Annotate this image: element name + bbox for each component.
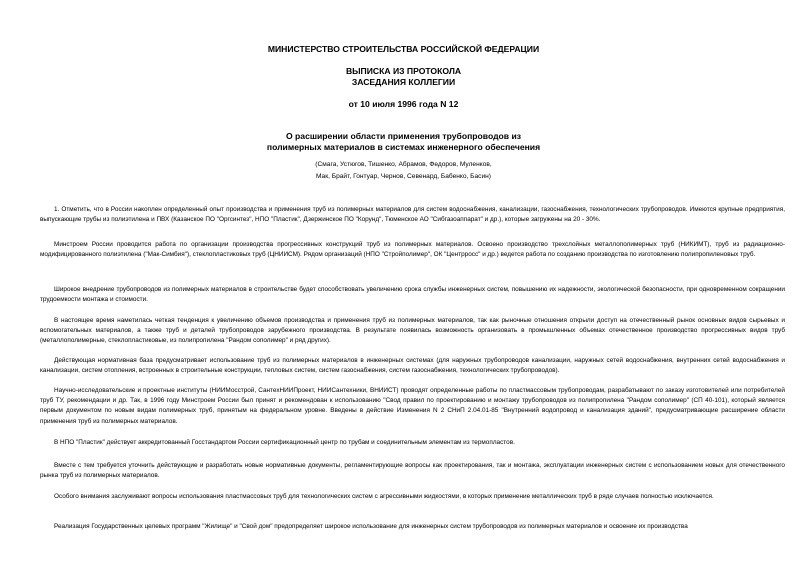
paragraph: 1. Отметить, что в России накоплен определенный опыт производства и применения труб из полимерных материалов для систем водоснабжения, канализации, газоснабжения, технологических трубопроводов. Имеются крупные предприятия, выпускающие трубы из полиэтилена и ПВХ (Казанское ПО "Оргсинтез", НПО "Пластик", Дзержинское ПО "Корунд", Тюменское АО "Сибгазоаппарат" и др.), которые загружены на 20 - 30%.: [40, 206, 785, 224]
paragraph: Действующая нормативная база предусматривает использование труб из полимерных материалов в инженерных системах (для наружных трубопроводов канализации, наружных сетей водоснабжения, внутренних сетей водоснабжения и канализации, систем отопления, встроенных в строительные конструкции, тепловых систем, систем газоснабжения, систем газоснабжения, технологических трубопроводов).: [40, 357, 785, 375]
protocol-extract-heading: ВЫПИСКА ИЗ ПРОТОКОЛА: [345, 66, 462, 76]
document-date: от 10 июля 1996 года N 12: [348, 99, 459, 109]
members-list-line-1: (Смага, Устюгов, Тишенко, Абрамов, Федоров, Муленков,: [315, 161, 492, 168]
members-list-line-2: Мак, Брайт, Гонтуар, Чернов, Севенард, Бабенко, Басин): [315, 173, 491, 180]
board-meeting-heading: ЗАСЕДАНИЯ КОЛЛЕГИИ: [351, 77, 456, 87]
paragraph: Реализация Государственных целевых программ "Жилище" и "Свой дом" предопределяет широкое использование для инженерных систем трубопроводов из полимерных материалов и освоение их производства: [54, 523, 688, 530]
document-title-line-1: О расширении области применения трубопроводов из: [285, 131, 522, 141]
document-title-line-2: полимерных материалов в системах инженерного обеспечения: [266, 142, 541, 152]
paragraph: Особого внимания заслуживают вопросы использования пластмассовых труб для технологических систем с агрессивными жидкостями, в которых применение металлических труб в ряде случаев полностью исключается.: [54, 493, 714, 500]
paragraph: В настоящее время наметилась четкая тенденция к увеличению объемов производства и применения труб из полимерных материалов, так как рыночные отношения открыли доступ на отечественный рынок основных видов сырьевых и вспомогательных материалов, а также труб и деталей трубопроводов зарубежного производства. В результате появилась возможность организовать в промышленных объемах отечественное производство прогрессивных видов труб (металлополимерные, стеклопластиковые, из полипропилена "Рандом сополимер" и ряд других).: [40, 317, 785, 345]
paragraph: Минстроем России проводится работа по организации производства прогрессивных конструкций труб из полимерных материалов. Освоено производство трехслойных металлополимерных труб (НИКИМТ), труб из радиационно-модифицированного полиэтилена ("Мак-Симбия"), стеклопластиковых труб (ЦНИИСМ). Рядом организаций (НПО "Стройполимер", ОК "Центрросс" и др.) ведется работа по созданию производства по изготовлению полипропиленовых труб.: [40, 241, 785, 259]
paragraph: Широкое внедрение трубопроводов из полимерных материалов в строительстве будет способствовать увеличению срока службы инженерных систем, повышению их надежности, экологической безопасности, при одновременном сокращении трудоемкости монтажа и стоимости.: [40, 286, 785, 304]
ministry-heading: МИНИСТЕРСТВО СТРОИТЕЛЬСТВА РОССИЙСКОЙ ФЕДЕРАЦИИ: [267, 44, 540, 54]
paragraph: В НПО "Пластик" действует аккредитованный Госстандартом России сертификационный центр по трубам и соединительным элементам из термопластов.: [54, 439, 515, 446]
paragraph: Научно-исследовательские и проектные институты (НИИМосстрой, СантехНИИПроект, НИИСантехники, ВНИИСТ) проводят определенные работы по пластмассовым трубопроводам, разрабатывают по заказу изготовителей или потребителей труб ТУ, рекомендации и др. Так, в 1996 году Минстроем России был принят и рекомендован к использованию "Свод правил по проектированию и монтажу трубопроводов из полипропилена "Рандом сополимер" (СП 40-101), который является первым документом по новым видам полимерных труб, принятым на федеральном уровне. Введены в действие Изменения N 2 СНиП 2.04.01-85 "Внутренний водопровод и канализация зданий", предусматривающие расширение области применения труб из полимерных материалов.: [40, 387, 785, 425]
paragraph: Вместе с тем требуется уточнить действующие и разработать новые нормативные документы, регламентирующие вопросы как проектирования, так и монтажа, эксплуатации инженерных систем с использованием новых для отечественного рынка труб из полимерных материалов.: [40, 462, 785, 480]
